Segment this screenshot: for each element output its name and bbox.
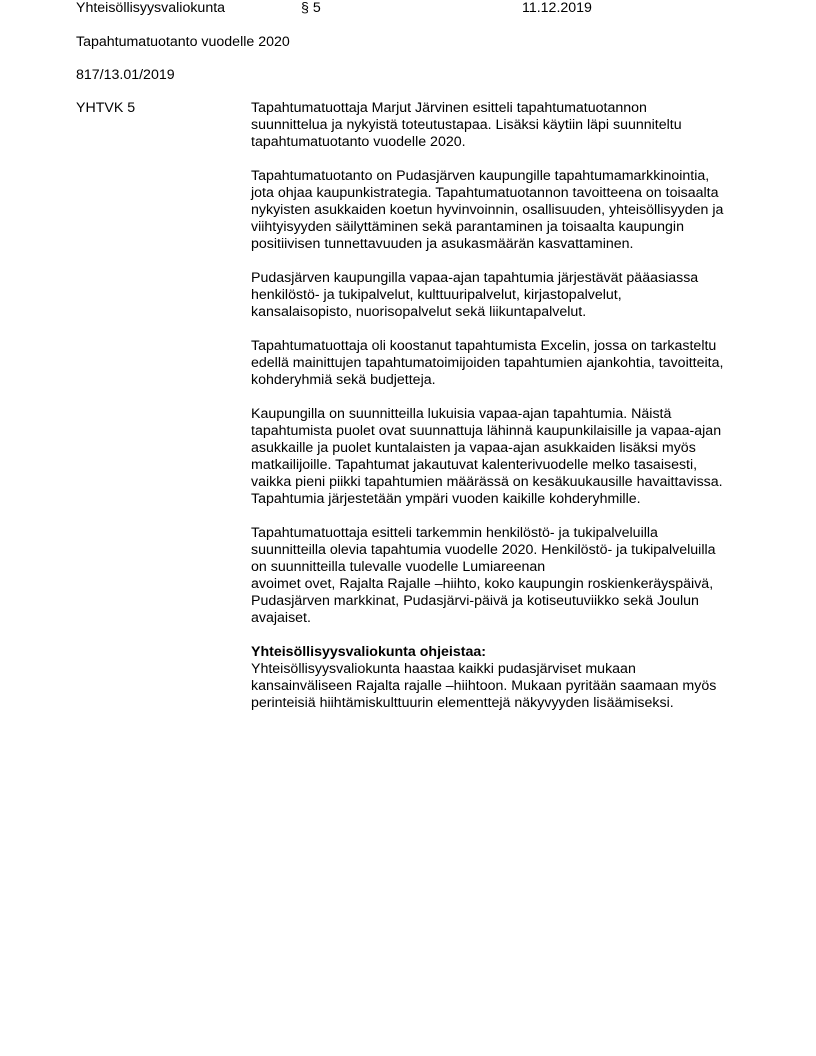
section-number: § 5	[301, 0, 321, 16]
paragraph	[251, 406, 796, 508]
text-line: kohderyhmiä sekä budjetteja.	[251, 372, 436, 388]
item-code: YHTVK 5	[76, 100, 136, 116]
instruction-heading: Yhteisöllisyysvaliokunta ohjeistaa:	[251, 644, 486, 660]
reference-number: 817/13.01/2019	[76, 67, 175, 83]
main-text	[251, 100, 796, 729]
text-line: matkailijoille. Tapahtumat jakautuvat kalenterivuodelle melko tasaisesti,	[251, 457, 698, 473]
text-line: Tapahtumatuottaja esitteli tarkemmin henkilöstö- ja tukipalveluilla	[251, 525, 658, 541]
text-line: vaikka pieni piikki tapahtumien määrässä on kesäkuukausille havaittavissa.	[251, 474, 723, 490]
paragraph	[251, 270, 796, 321]
paragraph	[251, 525, 796, 627]
paragraph	[251, 168, 796, 253]
text-line: perinteisiä hiihtämiskulttuurin elementtejä näkyvyyden lisäämiseksi.	[251, 695, 674, 711]
text-line: suunnitteilla olevia tapahtumia vuodelle 2020. Henkilöstö- ja tukipalveluilla	[251, 542, 716, 558]
text-line: on suunnitteilla tulevalle vuodelle Lumiareenan	[251, 559, 546, 575]
text-line: Tapahtumia järjestetään ympäri vuoden kaikille kohderyhmille.	[251, 491, 641, 507]
text-line: jota ohjaa kaupunkistrategia. Tapahtumatuotannon tavoitteena on toisaalta	[251, 185, 719, 201]
text-line: positiivisen tunnettavuuden ja asukasmäärän kasvattaminen.	[251, 236, 634, 252]
paragraph	[251, 338, 796, 389]
text-line: nykyisten asukkaiden koetun hyvinvoinnin, osallisuuden, yhteisöllisyyden ja	[251, 202, 724, 218]
text-line: tapahtumista puolet ovat suunnattuja lähinnä kaupunkilaisille ja vapaa-ajan	[251, 423, 722, 439]
text-line: suunnittelua ja nykyistä toteutustapaa. Lisäksi käytiin läpi suunniteltu	[251, 117, 682, 133]
text-line: Kaupungilla on suunnitteilla lukuisia vapaa-ajan tapahtumia. Näistä	[251, 406, 672, 422]
text-line: kansainväliseen Rajalta rajalle –hiihtoon. Mukaan pyritään saamaan myös	[251, 678, 717, 694]
text-line: Tapahtumatuottaja oli koostanut tapahtumista Excelin, jossa on tarkasteltu	[251, 338, 717, 354]
paragraph	[251, 100, 796, 151]
committee-name: Yhteisöllisyysvaliokunta	[76, 0, 226, 16]
text-line: henkilöstö- ja tukipalvelut, kulttuuripalvelut, kirjastopalvelut,	[251, 287, 622, 303]
text-line: viihtyisyyden säilyttäminen sekä parantaminen ja toisaalta kaupungin	[251, 219, 684, 235]
text-line: edellä mainittujen tapahtumatoimijoiden tapahtumien ajankohtia, tavoitteita,	[251, 355, 724, 371]
text-line: tapahtumatuotanto vuodelle 2020.	[251, 134, 466, 150]
document-title: Tapahtumatuotanto vuodelle 2020	[76, 34, 290, 50]
text-line: asukkaille ja puolet kuntalaisten ja vapaa-ajan asukkaiden lisäksi myös	[251, 440, 696, 456]
text-line: avoimet ovet, Rajalta Rajalle –hiihto, koko kaupungin roskienkeräyspäivä,	[251, 576, 714, 592]
meeting-date: 11.12.2019	[522, 0, 592, 16]
text-line: Pudasjärven markkinat, Pudasjärvi-päivä ja kotiseutuviikko sekä Joulun	[251, 593, 699, 609]
text-line: avajaiset.	[251, 610, 311, 626]
text-line: Pudasjärven kaupungilla vapaa-ajan tapahtumia järjestävät pääasiassa	[251, 270, 699, 286]
text-line: Yhteisöllisyysvaliokunta haastaa kaikki pudasjärviset mukaan	[251, 661, 636, 677]
text-line: Tapahtumatuotanto on Pudasjärven kaupungille tapahtumamarkkinointia,	[251, 168, 710, 184]
text-line: Tapahtumatuottaja Marjut Järvinen esitteli tapahtumatuotannon	[251, 100, 647, 116]
instruction-section	[251, 644, 796, 712]
text-line: kansalaisopisto, nuorisopalvelut sekä liikuntapalvelut.	[251, 304, 587, 320]
